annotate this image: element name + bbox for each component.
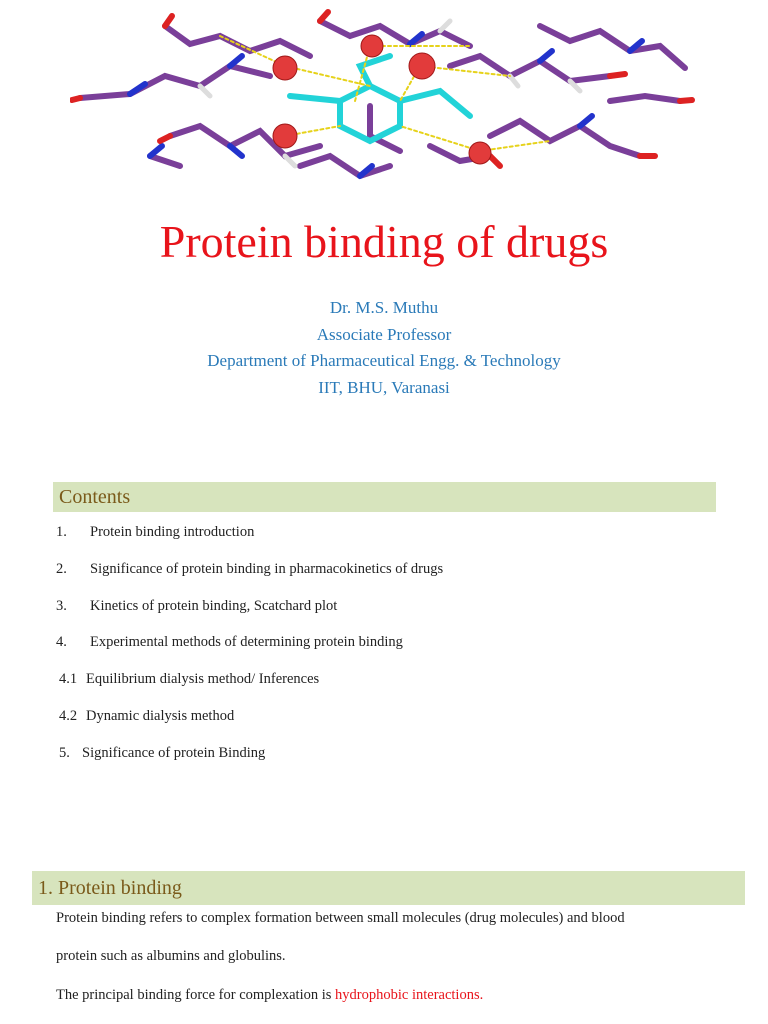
author-name: Dr. M.S. Muthu [329,298,439,317]
section-heading-band [32,871,745,905]
toc-item-number: 5. [59,745,70,761]
author-position: Associate Professor [316,324,452,344]
toc-item-text: Kinetics of protein binding, Scatchard plot [90,598,338,614]
toc-item-number: 4.2 [59,708,78,724]
toc-item-text: Significance of protein binding in pharmacokinetics of drugs [90,561,444,577]
author-block [0,295,768,401]
paragraph-line: Protein binding refers to complex formation between small molecules (drug molecules) and blood [56,910,625,926]
paragraph-line: protein such as albumins and globulins. [56,948,286,964]
document-title: Protein binding of drugs [159,216,609,267]
toc-item-text: Significance of protein Binding [82,745,266,761]
toc-item-text: Equilibrium dialysis method/ Inferences [86,671,320,687]
author-department: Department of Pharmaceutical Engg. & Technology [207,351,561,370]
toc-item-number: 2. [56,561,67,577]
toc-item-number: 4.1 [59,671,78,687]
highlighted-term: hydrophobic interactions. [335,987,484,1003]
contents-heading-band [53,482,716,512]
paragraph-text: The principal binding force for complexation is [56,987,336,1003]
toc-item-text: Protein binding introduction [90,524,255,540]
paragraph-line [56,987,483,1004]
toc-item-number: 4. [56,634,67,650]
toc-item-number: 3. [56,598,67,614]
protein-ligand-structure-image [70,6,700,186]
author-institute: IIT, BHU, Varanasi [318,377,450,397]
toc-item-text: Experimental methods of determining protein binding [90,634,403,650]
section-heading: 1. Protein binding [38,877,182,899]
toc-item-text: Dynamic dialysis method [86,708,235,724]
toc-item-number: 1. [56,524,67,540]
contents-heading: Contents [59,486,131,508]
